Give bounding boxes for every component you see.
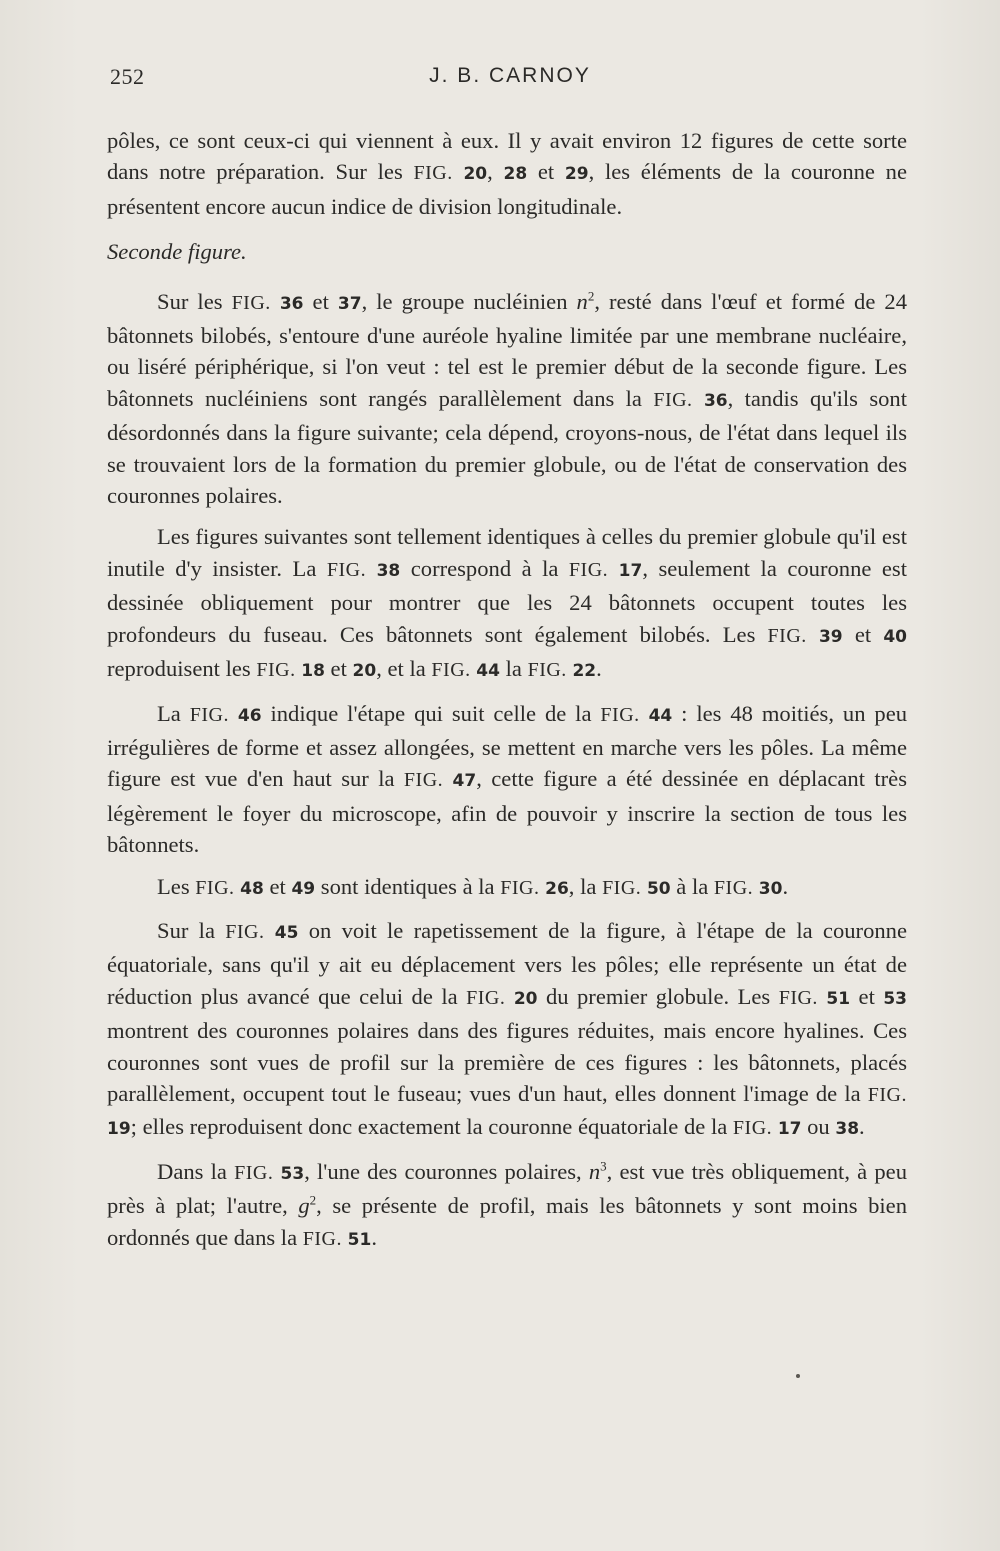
text-run: la: [499, 656, 528, 682]
fig-ref-label: FIG.: [602, 876, 642, 899]
paragraph-2: [107, 286, 907, 512]
text-run: , le groupe nucléinien: [361, 288, 577, 314]
fig-number: 53: [280, 1163, 305, 1184]
text-run: Dans la: [157, 1158, 235, 1184]
fig-number: 17: [777, 1119, 802, 1140]
fig-ref-label: FIG.: [256, 659, 296, 682]
superscript: 3: [600, 1158, 607, 1174]
paragraph-1: [107, 125, 907, 222]
fig-ref-label: FIG.: [778, 986, 818, 1009]
text-run: Les: [157, 873, 196, 899]
text-run: on voit le rapetissement de la figure, à l'étape de la couronne équatoriale, sans qu'il y ait eu déplacement vers les pôles; elle représente un état de réduction plus avancé que celui de la: [107, 917, 907, 1009]
text-run: Sur la: [157, 917, 226, 943]
ink-speck: [796, 1374, 800, 1378]
running-head: J. B. CARNOY: [429, 64, 591, 87]
fig-number: 44: [476, 661, 500, 682]
superscript: 2: [587, 288, 595, 304]
superscript: 2: [309, 1192, 317, 1208]
fig-number: 46: [237, 705, 262, 726]
paragraph-6: [107, 915, 907, 1146]
text-run: , se présente de profil, mais les bâtonnets y sont moins bien ordonnés que dans la: [107, 1193, 907, 1250]
fig-number: 20: [513, 988, 538, 1009]
fig-number: 51: [347, 1229, 372, 1250]
fig-number: 18: [301, 661, 325, 682]
fig-ref-label: FIG.: [713, 876, 754, 899]
fig-ref-label: FIG.: [431, 659, 471, 682]
fig-number: 49: [291, 878, 316, 899]
fig-number: 47: [452, 771, 477, 792]
text-run: et: [527, 159, 565, 185]
text-run: , cette figure a été dessinée en déplacant très légèrement le foyer du microscope, afin de pouvoir y inscrire la section de tous les bâtonnets.: [107, 766, 907, 858]
fig-number: 26: [545, 878, 569, 899]
paragraph-5: [107, 871, 907, 905]
text-run: : les 48 moitiés, un peu irrégulières de forme et assez allongées, se mettent en marche vers les pôles. La même figure est vue d'en haut sur la: [107, 700, 908, 792]
text-run: Sur les: [157, 288, 232, 314]
text-run: montrent des couronnes polaires dans des figures réduites, mais encore hyalines. Ces couronnes sont vues de profil sur la première de ces figures : les bâtonnets, placés parallèlement, occupent tout le fuseau; vues d'un haut, elles donnent l'image de la: [107, 1018, 907, 1106]
variable: g: [298, 1193, 310, 1219]
page-header: [110, 62, 910, 94]
fig-number: 17: [618, 560, 643, 581]
text-run: Les figures suivantes sont tellement identiques à celles du premier globule qu'il est inutile d'y insister. La: [107, 524, 907, 581]
text-run: ,: [487, 159, 504, 185]
section-subheading: Seconde figure.: [107, 239, 247, 265]
text-run: .: [596, 656, 602, 682]
fig-number: 40: [883, 626, 907, 647]
fig-number: 36: [279, 293, 304, 314]
text-run: , resté dans l'œuf et formé de 24 bâtonnets bilobés, s'entoure d'une auréole hyaline limitée par une membrane nucléaire, ou liséré périphérique, si l'on veut : tel est le premier début de la seconde figure. Les bâtonnets nucléiniens sont rangés parallèlement dans la: [107, 288, 907, 411]
text-run: et: [842, 621, 884, 647]
text-run: , et la: [376, 656, 432, 682]
fig-number: 38: [835, 1119, 860, 1140]
fig-number: 37: [337, 293, 362, 314]
fig-number: 22: [572, 661, 597, 682]
paragraph-4: [107, 698, 907, 861]
fig-number: 44: [648, 705, 673, 726]
fig-number: 45: [274, 922, 299, 943]
fig-number: 39: [818, 626, 843, 647]
fig-ref-label: FIG.: [403, 769, 444, 792]
fig-ref-label: FIG.: [527, 659, 567, 682]
text-run: indique l'étape qui suit celle de la: [261, 700, 601, 726]
fig-ref-label: FIG.: [225, 920, 265, 943]
text-run: ; elles reproduisent donc exactement la couronne équatoriale de la: [130, 1114, 733, 1140]
fig-number: 28: [503, 164, 528, 185]
fig-number: 48: [240, 878, 264, 899]
fig-ref-label: FIG.: [413, 162, 453, 185]
fig-number: 20: [463, 164, 488, 185]
text-run: , l'une des couronnes polaires,: [304, 1158, 589, 1184]
fig-number: 38: [376, 560, 401, 581]
fig-ref-label: FIG.: [195, 876, 235, 899]
fig-ref-label: FIG.: [732, 1117, 773, 1140]
text-run: , les éléments de la couronne ne présentent encore aucun indice de division longitudinale.: [107, 159, 908, 219]
fig-ref-label: FIG.: [189, 703, 229, 726]
body-text: [107, 125, 907, 1256]
fig-number: 29: [564, 164, 589, 185]
text-run: .: [782, 873, 789, 899]
text-run: .: [859, 1114, 865, 1140]
fig-ref-label: FIG.: [326, 558, 367, 581]
fig-number: 20: [352, 661, 377, 682]
fig-ref-label: FIG.: [302, 1227, 342, 1250]
text-run: , est vue très obliquement, à peu près à plat; l'autre,: [107, 1158, 907, 1219]
text-run: et: [324, 656, 353, 682]
paragraph-3: [107, 521, 907, 687]
text-run: correspond à la: [400, 555, 569, 581]
variable: n: [588, 1158, 601, 1184]
fig-ref-label: FIG.: [500, 876, 540, 899]
text-run: , tandis qu'ils sont désordonnés dans la figure suivante; cela dépend, croyons-nous, de l'état dans lequel ils se trouvaient lors de la formation du premier globule, ou de l'état de conservation des couronnes polaires.: [107, 385, 907, 509]
page-number: 252: [110, 64, 145, 89]
fig-number: 30: [758, 878, 783, 899]
fig-number: 53: [883, 988, 907, 1009]
fig-ref-label: FIG.: [234, 1161, 274, 1184]
fig-ref-label: FIG.: [867, 1083, 907, 1106]
fig-ref-label: FIG.: [568, 558, 609, 581]
text-run: ou: [801, 1114, 836, 1140]
fig-number: 36: [703, 390, 728, 411]
fig-ref-label: FIG.: [231, 291, 271, 314]
text-run: et: [303, 288, 338, 314]
text-run: à la: [670, 873, 714, 899]
text-run: et: [263, 873, 292, 899]
text-run: reproduisent les: [107, 656, 257, 682]
fig-ref-label: FIG.: [767, 624, 807, 647]
fig-number: 19: [107, 1119, 131, 1140]
variable: n: [576, 288, 588, 314]
text-run: du premier globule. Les: [537, 983, 779, 1009]
text-run: , la: [568, 873, 603, 899]
text-run: pôles, ce sont ceux-ci qui viennent à eux. Il y avait environ 12 figures de cette sorte dans notre préparation. Sur les: [107, 128, 907, 185]
fig-ref-label: FIG.: [600, 703, 640, 726]
text-run: sont identiques à la: [315, 873, 501, 899]
fig-number: 50: [646, 878, 671, 899]
text-run: .: [371, 1224, 377, 1250]
text-run: La: [157, 700, 190, 726]
fig-number: 51: [826, 988, 851, 1009]
fig-ref-label: FIG.: [466, 986, 506, 1009]
text-run: , seulement la couronne est dessinée obliquement pour montrer que les 24 bâtonnets occupent toutes les profondeurs du fuseau. Ces bâtonnets sont également bilobés. Les: [107, 555, 907, 647]
paragraph-7: [107, 1156, 907, 1256]
text-run: et: [850, 983, 884, 1009]
fig-ref-label: FIG.: [653, 388, 693, 411]
